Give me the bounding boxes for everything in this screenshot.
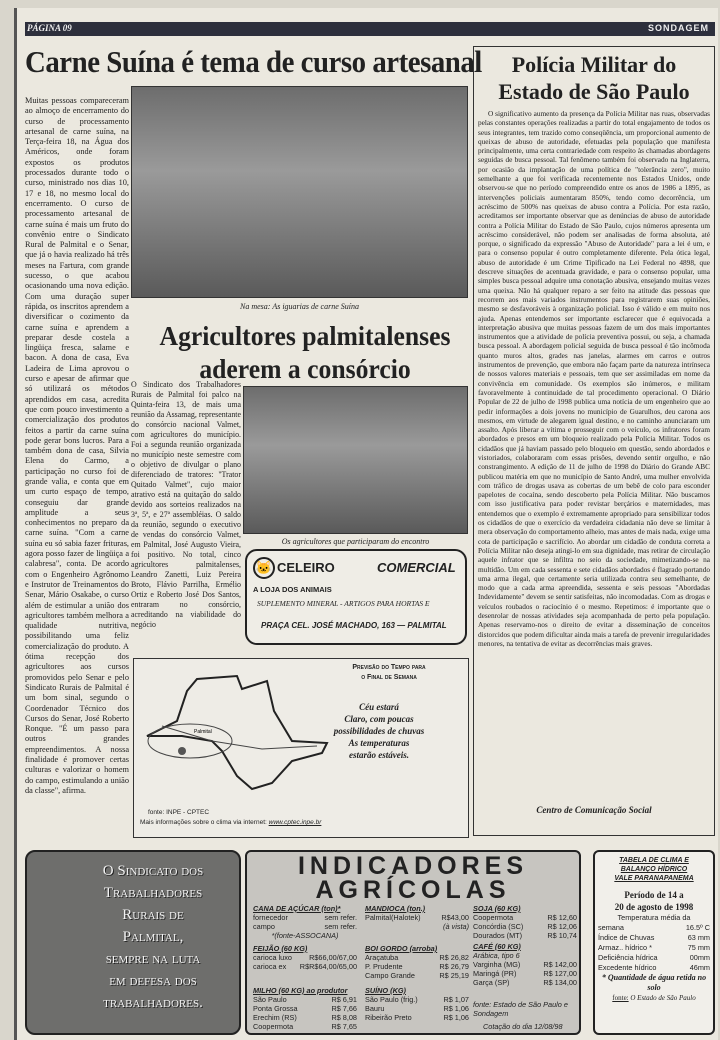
clima-row — [598, 963, 710, 973]
indicator-label: campo — [253, 922, 275, 931]
period-line: 20 de agosto de 1998 — [614, 902, 694, 912]
indicator-row — [253, 953, 357, 962]
ad-line: Rurais de — [122, 907, 184, 923]
indicator-row — [473, 969, 577, 978]
clima-label: Excedente hídrico — [598, 963, 657, 972]
indicator-label: Campo Grande — [365, 971, 415, 980]
indicator-value: sem refer. — [324, 913, 357, 922]
photo-carne-suina — [131, 86, 468, 298]
clima-value: 63 mm — [687, 933, 710, 942]
indicator-label: São Paulo (frig.) — [365, 995, 418, 1004]
forecast-line: Claro, com poucas — [344, 714, 414, 724]
indicator-row — [473, 931, 577, 940]
indicator-label: Palmital(Halotek) — [365, 913, 421, 922]
article-body-carne-suina: Muitas pessoas compareceram ao almoço de encerramento do curso de processamento artesanal de carne suína, na Terça-feira 18, na Água dos Américos, onde foram expostos os produtos processados durante todo o curso, ministrado nos dias 10, 17 e 18, no mesmo local do encerramento. O curso de processamento artesanal de carne suína é mais um fruto do convênio entre o Sindicato Rural de Palmital e o Senar, que já o havia realizado há três meses na Fartura, com grande sucesso, o que acabou ocasionando uma nova edição. Com uma duração super rápida, os inscritos aprendem a diversificar o cozimento da carne suína e aprendem a preparar desde costela a lingüiça fresca, salame e bacon. A dona de casa, Eva Ladeira de Lima aprovou o curso e apesar de afirmar que só utilizará os métodos aprendidos em casa, acredita que com pouco investimento a comercialização dos produtos feitos a partir da carne suína pode gerar bons lucros. Para a também dona de casa, Silvia Elena do Carmo, a participação no curso foi de grande valia, e conta que em um curto espaço de tempo, conseguiu dar grande amplitude a seus conhecimentos no preparo da carne suína. "Com a carne suína eu só sabia fazer frituras, agora posso fazer de lingüiça a calabresa", conta. De acordo com o Engenheiro Agrônomo e Instrutor de Treinamentos do Senar, Mário Osakabe, o curso além de estimular a união dos agricultores também melhora a qualidade nutritiva, possibilitando uma feliz comercialização do produto. A ótima recepção dos agricultores aos cursos promovidos pelo Senar e pelo Sindicato Rurais de Palmital é um bom sinal, segundo o Coordenador Técnico dos Cursos do Senar, José Roberto Ronque. "É um passo para outros grandes empreendimentos. A nossa finalidade é promover certas culturas e valorizar o homem do campo, estimulando a união da classe", afirma. — [25, 96, 129, 795]
indicator-group-title: MILHO (60 KG) ao produtor — [253, 986, 348, 995]
indicator-row — [253, 1022, 357, 1031]
indicator-row — [253, 913, 357, 922]
clima-label: Armaz.. hídrico * — [598, 943, 652, 952]
indicator-value: R$ 127,00 — [543, 969, 577, 978]
clima-label: semana — [598, 923, 624, 932]
ad-celeiro — [245, 549, 467, 645]
indicator-group-title: BOI GORDO (arroba) — [365, 944, 438, 953]
clima-label: Deficiência hídrica — [598, 953, 658, 962]
indicator-value: R$43,00 — [441, 913, 469, 922]
indicator-row — [253, 995, 357, 1004]
more-info-label: Mais informações sobre o clima via internet: — [140, 819, 267, 826]
indicator-value: R$ 1,07 — [443, 995, 469, 1004]
weather-forecast-box — [133, 658, 469, 838]
indicator-label: Varginha (MG) — [473, 960, 521, 969]
indicator-note: (à vista) — [443, 922, 469, 931]
article-signature: Centro de Comunicação Social — [536, 805, 652, 815]
indicator-value: R$ 1,06 — [443, 1013, 469, 1022]
source-label: fonte: — [612, 994, 629, 1002]
clima-row — [598, 933, 710, 943]
clima-temp-label: Temperatura média da — [617, 913, 691, 922]
indicadores-title-line1: INDICADORES — [297, 852, 528, 880]
indicator-row — [365, 962, 469, 971]
indicator-row — [473, 922, 577, 931]
ad-line: em defesa dos — [109, 973, 197, 989]
indicator-label: Dourados (MT) — [473, 931, 523, 940]
page-number: PÁGINA 09 — [27, 23, 72, 33]
indicator-row — [365, 1013, 469, 1022]
article-body-agricultores: O Sindicato dos Trabalhadores Rurais de Palmital foi palco na Quinta-feira 13, de mais uma reunião da Assamag, representante do consórcio nacional Valmet, com agricultores do município. Foi a segunda reunião organizada no município neste semestre com o objetivo de divulgar o plano diferenciado de tratores: "Trator Quitado Valmet", cujo maior atrativo está na quitação do saldo devido aos sorteios realizados na 3ª, 5ª, e 27ª assembléias. O saldo da reunião, segundo o executivo de vendas do consórcio Valmet, em Palmital, José Augusto Vieira, foi positivo. No total, cinco agricultores palmitalenses, Leandro Zanetti, Luiz Pereira Broto, Flávio Parrilha, Ermélio Ortiz e Roberto José Dos Santos, entraram no consórcio, acreditando na viabilidade do negócio — [131, 380, 241, 629]
ad-sindicato — [25, 850, 241, 1035]
clima-row — [598, 943, 710, 953]
weather-title — [334, 663, 444, 683]
indicator-label: Garça (SP) — [473, 978, 510, 987]
indicator-group — [365, 944, 469, 980]
indicator-value: R$ 7,65 — [331, 1022, 357, 1031]
article-title-carne-suina: Carne Suína é tema de curso artesanal — [25, 44, 482, 79]
clima-row — [598, 953, 710, 963]
indicator-value: R$ 142,00 — [543, 960, 577, 969]
clima-title-line: TABELA DE CLIMA E — [619, 857, 689, 864]
clima-table-box — [593, 850, 715, 1035]
indicator-value: sem refer. — [324, 922, 357, 931]
page-header-bar — [25, 22, 715, 36]
photo-agricultores — [243, 386, 468, 534]
indicator-row — [365, 1004, 469, 1013]
indicator-value: R$ 6,91 — [331, 995, 357, 1004]
indicator-row — [365, 995, 469, 1004]
clima-title-line: BALANÇO HÍDRICO — [620, 866, 688, 873]
weather-more-info — [140, 819, 321, 826]
indicator-value: R$ 12,60 — [547, 913, 577, 922]
indicator-row — [253, 962, 357, 971]
indicator-label: Ribeirão Preto — [365, 1013, 412, 1022]
ad-line: trabalhadores. — [103, 995, 203, 1011]
ad-tagline: A LOJA DOS ANIMAIS — [253, 585, 332, 594]
title-line2: Estado de São Paulo — [498, 79, 690, 104]
indicator-value: R$ 26,82 — [439, 953, 469, 962]
cptec-link[interactable]: www.cptec.inpe.br — [268, 819, 322, 826]
clima-source — [598, 993, 710, 1003]
forecast-line: estarão estáveis. — [349, 750, 409, 760]
indicator-label: Araçatuba — [365, 953, 399, 962]
weather-source: fonte: INPE - CPTEC — [148, 809, 210, 816]
indicator-subtitle: Arábica, tipo 6 — [473, 951, 520, 960]
indicadores-title-line2: AGRÍCOLAS — [315, 876, 511, 904]
source-name: O Estado de São Paulo — [630, 994, 696, 1002]
ad-line: sempre na luta — [105, 951, 201, 967]
indicator-value: R$ 26,79 — [439, 962, 469, 971]
indicator-group — [473, 904, 577, 940]
clima-note: * Quantidade de água retida no solo — [601, 973, 707, 992]
indicator-group-title: CANA DE AÇÚCAR (ton)* — [253, 904, 341, 913]
indicator-group — [365, 904, 469, 931]
weather-title-line1: Previsão do Tempo para — [352, 664, 426, 671]
ad-line: O Sindicato dos — [102, 863, 204, 879]
ad-line: Trabalhadores — [103, 885, 203, 901]
indicator-group-title: CAFÉ (60 KG) — [473, 942, 521, 951]
section-name: SONDAGEM — [647, 23, 709, 33]
indicator-label: Coopermota — [473, 913, 514, 922]
indicator-row — [253, 922, 357, 931]
indicator-value: R$ 134,00 — [543, 978, 577, 987]
indicator-value: R$ 1,06 — [443, 1004, 469, 1013]
indicator-value: R$ 10,74 — [547, 931, 577, 940]
indicator-value: R$ 7,66 — [331, 1004, 357, 1013]
indicator-label: Erechim (RS) — [253, 1013, 297, 1022]
clima-value: 00mm — [689, 953, 710, 962]
newspaper-page — [14, 8, 718, 1040]
period-line: Período de 14 a — [624, 890, 684, 900]
title-line1: Polícia Militar do — [511, 52, 677, 77]
ad-kind: COMERCIAL — [377, 560, 456, 575]
indicator-row — [473, 978, 577, 987]
weather-title-line2: o Final de Semana — [361, 674, 417, 681]
indicator-group — [253, 904, 357, 940]
indicator-value: R$ 8,08 — [331, 1013, 357, 1022]
indicator-value: R$ 25,19 — [439, 971, 469, 980]
indicator-group-title: SUÍNO (KG) — [365, 986, 406, 995]
indicator-label: Ponta Grossa — [253, 1004, 298, 1013]
indicator-group-title: MANDIOCA (ton.) — [365, 904, 426, 913]
forecast-line: possibilidades de chuvas — [333, 726, 425, 736]
indicator-row — [365, 913, 469, 922]
clima-label: Índice de Chuvas — [598, 933, 655, 942]
quote-date: Cotação do dia 12/08/98 — [483, 1022, 563, 1031]
indicator-label: carioca ex — [253, 962, 287, 971]
indicator-row — [253, 1013, 357, 1022]
indicator-label: fornecedor — [253, 913, 288, 922]
clima-value: 75 mm — [687, 943, 710, 952]
indicator-row — [473, 960, 577, 969]
forecast-line: As temperaturas — [348, 738, 410, 748]
indicadores-source: fonte: Estado de São Paulo e Sondagem — [473, 1000, 568, 1018]
map-label-palmital: Palmital — [194, 729, 212, 735]
indicator-label: Bauru — [365, 1004, 385, 1013]
indicator-label: P. Prudente — [365, 962, 403, 971]
cat-logo-icon: 🐱 — [253, 557, 275, 579]
indicator-note: *(fonte-ASSOCANA) — [271, 931, 339, 940]
indicator-group — [253, 986, 357, 1031]
indicator-group-title: SOJA (60 KG) — [473, 904, 521, 913]
article-title-agricultores: Agricultores palmitalenses aderem a consórcio — [159, 321, 451, 384]
indicator-value: R$ 12,06 — [547, 922, 577, 931]
clima-value: 46mm — [689, 963, 710, 972]
ad-line: Palmital, — [122, 929, 184, 945]
indicator-label: São Paulo — [253, 995, 287, 1004]
photo-caption-agricultores: Os agricultores que participaram do encontro — [281, 537, 430, 546]
forecast-line: Céu estará — [359, 702, 399, 712]
indicator-label: Maringá (PR) — [473, 969, 517, 978]
indicator-value: R$R$64,00/65,00 — [299, 962, 357, 971]
article-title-policia — [474, 51, 714, 105]
indicator-row — [253, 1004, 357, 1013]
ad-address: PRAÇA CEL. JOSÉ MACHADO, 163 — PALMITAL — [261, 621, 447, 630]
ad-products: SUPLEMENTO MINERAL - ARTIGOS PARA HORTAS E — [257, 599, 430, 608]
article-body-policia: O significativo aumento da presença da Polícia Militar nas ruas, observadas pelas constantes operações realizadas a partir do total engajamento de todos os seus integrantes, tem trazido como conseqüência, um proporcional aumento de queixas de abuso de autoridade, efetuadas pela população que manifesta principalmente, uma certa contrariedade com respeito às chamadas abordagens seguidas de busca pessoal. Tal fenômeno também foi observado na Inglaterra, por ocasião da implantação de uma política de "tolerância zero", muito semelhante a que foi verificada recentemente nos Estados Unidos, onde observou-se que no período compreendido entre os anos de 1986 a 1895, as intervenções policiais aumentaram 850%, tendo como decorrência, um acréscimo de 500% nas queixas de abuso contra a Polícia. Por esta razão, acreditamos ser importante observar que as denúncias de abuso de autoridade contra a Polícia Militar do Estado de São Paulo, cujos números apresenta um acréscimo considerável, não podem ser analisadas de forma absoluta, até porque, o significado da expressão "Abuso de Autoridade" para a lei é um, e para o consenso popular é outro completamente diferente. Pela ótica legal, abuso de autoridade é um Crime Tipificado na Lei Federal no 4898, que descreve situações de acentuada gravidade, e para o consenso popular, uma simples busca pessoal adquire uma conotação abusiva, ensejando muitas vezes uma queixa. Não há qualquer reparo a ser feito na atitude das pessoas que recorrem aos mais variados instrumentos para registrarem suas opiniões, mesmo se desfavoráveis à organização policial. Isso é válido e em muito nos ajuda. Apenas entendemos ser importante esclarecer que é equivocada a interpretação abusiva que muitas pessoas fazem de um dos mais importantes instrumentos que a atividade de polícia preventiva possui, ou seja, a chamada busca pessoal. A abordagem policial seguida de busca pessoal é tão incômoda quanto muros altos, grades nas janelas, alarmes em carros e outros instrumentos de prevenção, que embora não façam parte da natureza intrínseca de nossos valores materiais e pessoais, tem que ser assimiladas em nome da convivência em comunidade. Os exemplos são inúmeros, e militam favoravelmente à continuidade de tal procedimento operacional. O Diário Popular de 22 de julho de 1998 publica uma notícia de um engenheiro que ao pedir informações a dois jovens no município de Guarulhos, deu carona aos mesmos, em virtude de alegarem igual destino, e no caminho anunciaram um assalto. Após liberar a vítima e prosseguir com o veículo, os infratores foram abordados e presos em um bloqueio realizado pela Polícia Militar. Todos os cidadãos que já haviam passado pelo bloqueio em questão, sendo abordados e vistoriados, colaboraram com essas prisões, devendo sentir orgulho, e não constrangimento. A edição de 11 de julho de 1998 do Diário do Grande ABC publicou matéria em que no município de Santo André, uma mulher envolvida com tráfico de drogas usava as cobertas de um bebê de colo para esconder papelotes de cocaína, sendo descoberto pela Polícia Militar. Não buscamos com isso justificativa para poder revistar berçários e maternidades, mas entendemos que o exemplo é extremamente apropriado para sensibilizar todos os cidadãos de que o exercício da verdadeira cidadania não deve se limitar à mera observação do comportamento alheio, mas antes de mais nada, exige uma cota de participação e sacrifício. Ao abordar um cidadão de conduta correta a Polícia Militar não deseja atingi-lo em sua dignidade, mas retirar de circulação aquele infrator que se infiltra no seio da sociedade, mimetizando-se na multidão. Um em cada sessenta e sete cidadãos abordados é flagrado portando uma arma ilegal, que certamente seria utilizada contra seu semelhante, de modo que a cada arma apreendida, sessenta e seis pessoas "Abordadas Indevidamente" devem se sentir satisfeitas, não incomodadas. Com as drogas e veículos roubados o raciocínio é o mesmo. Repetimos: é importante que o desenrolar de nossas atividades seja acompanhada de perto pela população. Apenas reservamo-nos o direito de evitar a disseminação de conceitos distorcidos que podem dificultar ainda mais a tarefa de prevenir irregularidades menores, na tentativa de evitar as decorrências mais graves. — [478, 109, 710, 648]
indicator-label: Coopermota — [253, 1022, 294, 1031]
indicadores-agricolas-box — [245, 850, 581, 1035]
indicator-group — [253, 944, 357, 971]
photo-caption-carne-suina: Na mesa: As iguarias de carne Suína — [240, 302, 359, 311]
clima-row — [598, 923, 710, 933]
indicator-group-title: FEIJÃO (60 KG) — [253, 944, 308, 953]
indicator-group — [365, 986, 469, 1022]
indicator-row — [473, 913, 577, 922]
clima-period — [598, 889, 710, 913]
article-policia-militar — [473, 46, 715, 836]
indicator-row — [365, 971, 469, 980]
ad-brand: CELEIRO — [277, 560, 335, 575]
clima-title — [598, 856, 710, 883]
clima-value: 16.5º C — [685, 923, 710, 932]
indicator-label: carioca luxo — [253, 953, 292, 962]
indicator-label: Concórdia (SC) — [473, 922, 524, 931]
clima-title-line: VALE PARANAPANEMA — [614, 875, 694, 882]
indicator-row — [365, 953, 469, 962]
indicator-group — [473, 942, 577, 987]
weather-forecast-text — [304, 701, 454, 761]
indicator-value: R$66,00/67,00 — [309, 953, 357, 962]
